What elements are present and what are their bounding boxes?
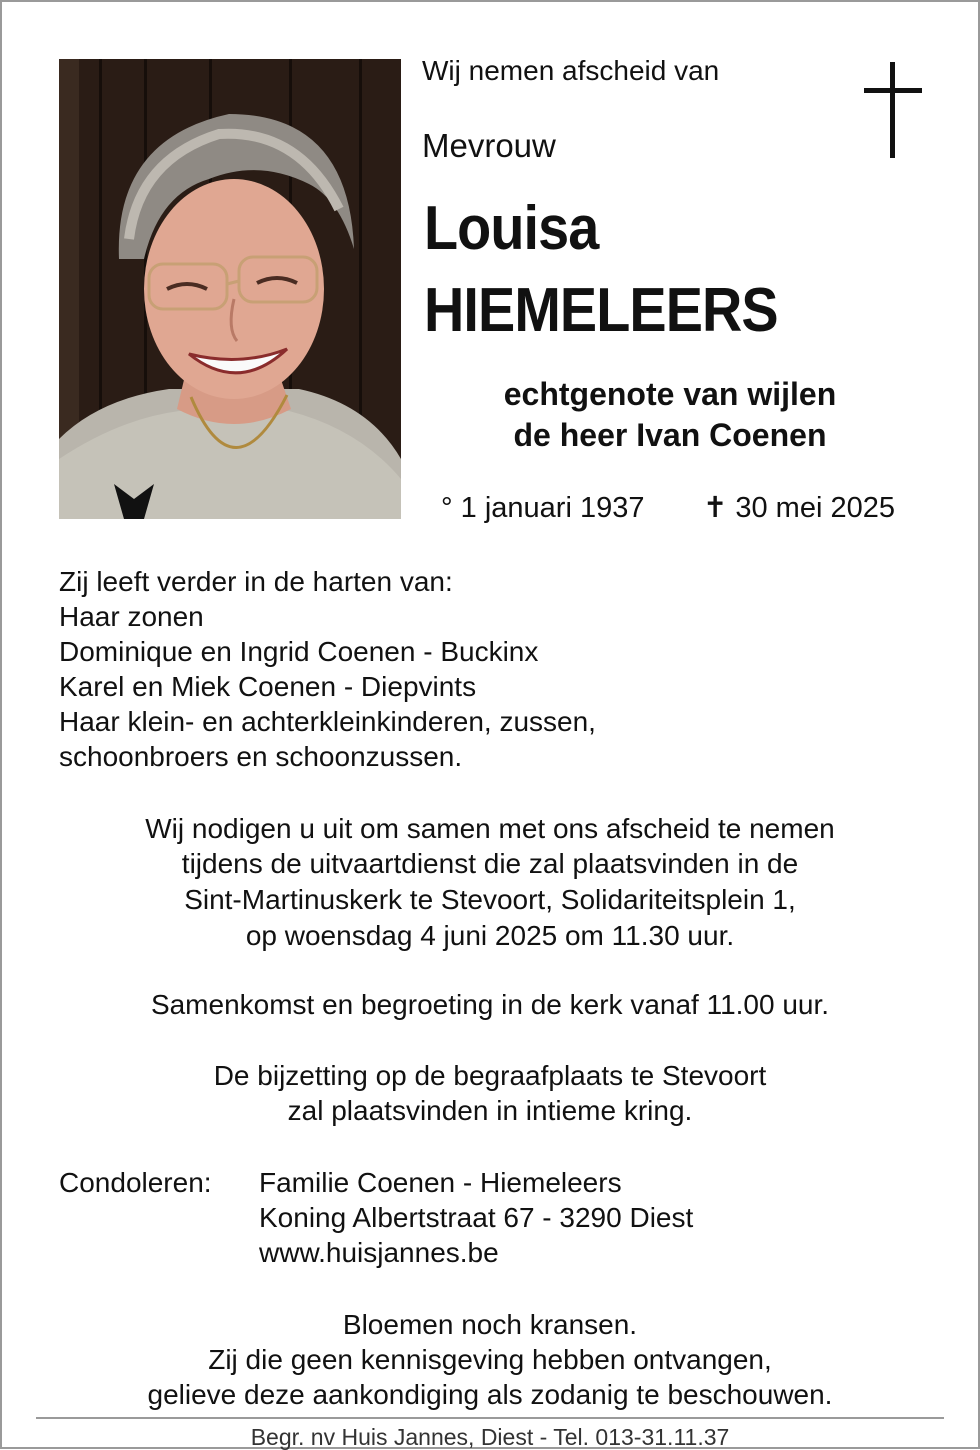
- gathering-text: Samenkomst en begroeting in de kerk vanaf 11.00 uur.: [150, 989, 830, 1020]
- portrait-photo: [59, 59, 401, 519]
- condolences-name: Familie Coenen - Hiemeleers: [259, 1167, 622, 1198]
- condolences-label: Condoleren:: [59, 1167, 212, 1198]
- footer-divider: [36, 1417, 944, 1419]
- condolences-website[interactable]: www.huisjannes.be: [259, 1237, 499, 1268]
- invitation-line: Sint-Martinuskerk te Stevoort, Solidariteitsplein 1,: [184, 884, 796, 915]
- intro-text: Wij nemen afscheid van: [422, 55, 720, 86]
- spouse-line-2: de heer Ivan Coenen: [513, 417, 827, 453]
- family-line: Haar klein- en achterkleinkinderen, zussen,: [59, 706, 596, 737]
- burial-line: De bijzetting op de begraafplaats te Stevoort: [213, 1060, 767, 1091]
- closing-line: Zij die geen kennisgeving hebben ontvangen,: [208, 1344, 772, 1375]
- condolences-address: Koning Albertstraat 67 - 3290 Diest: [259, 1202, 694, 1233]
- first-name: Louisa: [424, 194, 599, 263]
- family-line: Dominique en Ingrid Coenen - Buckinx: [59, 636, 539, 667]
- closing-line: gelieve deze aankondiging als zodanig te beschouwen.: [147, 1379, 833, 1410]
- last-name: HIEMELEERS: [424, 276, 778, 345]
- birth-date: ° 1 januari 1937: [441, 492, 645, 524]
- cross-icon: [864, 62, 922, 158]
- spouse-line-1: echtgenote van wijlen: [503, 376, 837, 412]
- family-line: Zij leeft verder in de harten van:: [59, 566, 453, 597]
- death-date: ✝ 30 mei 2025: [703, 492, 895, 524]
- invitation-line: Wij nodigen u uit om samen met ons afscheid te nemen: [145, 813, 835, 844]
- family-line: Karel en Miek Coenen - Diepvints: [59, 671, 477, 702]
- footer-text: Begr. nv Huis Jannes, Diest - Tel. 013-31.11.37: [250, 1424, 730, 1450]
- honorific: Mevrouw: [422, 127, 556, 164]
- family-line: Haar zonen: [59, 601, 204, 632]
- invitation-line: op woensdag 4 juni 2025 om 11.30 uur.: [245, 920, 735, 951]
- burial-line: zal plaatsvinden in intieme kring.: [287, 1095, 693, 1126]
- invitation-line: tijdens de uitvaartdienst die zal plaatsvinden in de: [181, 848, 799, 879]
- closing-line: Bloemen noch kransen.: [342, 1309, 638, 1340]
- family-line: schoonbroers en schoonzussen.: [59, 741, 463, 772]
